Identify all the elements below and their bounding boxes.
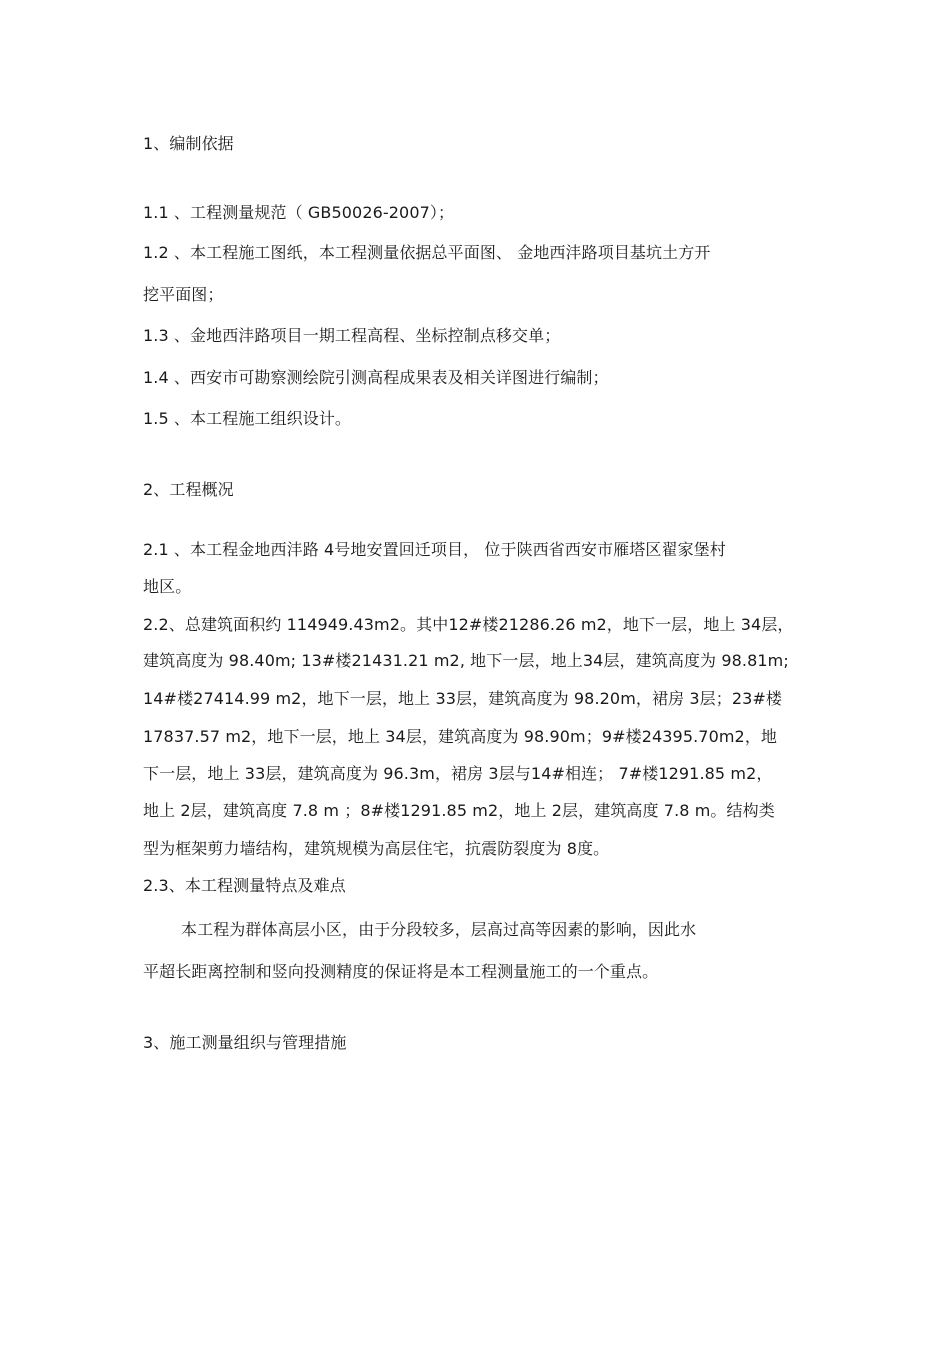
item-1-5: 1.5 、本工程施工组织设计。 (143, 409, 352, 428)
section-3-heading: 3、施工测量组织与管理措施 (143, 1033, 347, 1052)
para-2-2-line-2: 建筑高度为 98.40m; 13#楼21431.21 m2, 地下一层，地上34层，建筑高度为 98.81m; (143, 651, 789, 670)
para-2-1-line-2: 地区。 (143, 577, 192, 596)
item-1-2-cont: 挖平面图； (143, 285, 224, 304)
para-2-2-line-1: 2.2、总建筑面积约 114949.43m2。其中12#楼21286.26 m2，地下一层，地上 34层， (143, 615, 794, 634)
item-1-4: 1.4 、西安市可勘察测绘院引测高程成果表及相关详图进行编制； (143, 368, 609, 387)
item-1-1: 1.1 、工程测量规范（ GB50026-2007）； (143, 203, 455, 222)
section-2-3-heading: 2.3、本工程测量特点及难点 (143, 876, 346, 895)
para-2-3-line-2: 平超长距离控制和竖向投测精度的保证将是本工程测量施工的一个重点。 (143, 962, 659, 981)
section-2-heading: 2、工程概况 (143, 480, 234, 499)
para-2-1-line-1: 2.1 、本工程金地西沣路 4号地安置回迁项目， 位于陕西省西安市雁塔区翟家堡村 (143, 540, 726, 559)
para-2-2-line-4: 17837.57 m2，地下一层，地上 34层，建筑高度为 98.90m；9#楼24395.70m2，地 (143, 727, 778, 746)
para-2-2-line-7: 型为框架剪力墙结构，建筑规模为高层住宅，抗震防裂度为 8度。 (143, 839, 610, 858)
section-1-heading: 1、编制依据 (143, 134, 234, 153)
para-2-2-line-5: 下一层，地上 33层，建筑高度为 96.3m，裙房 3层与14#相连； 7#楼1291.85 m2， (143, 764, 773, 783)
para-2-2-line-6: 地上 2层，建筑高度 7.8 m ；8#楼1291.85 m2，地上 2层，建筑高度 7.8 m。结构类 (143, 801, 775, 820)
para-2-2-line-3: 14#楼27414.99 m2，地下一层，地上 33层，建筑高度为 98.20m，裙房 3层；23#楼 (143, 689, 783, 708)
item-1-2: 1.2 、本工程施工图纸，本工程测量依据总平面图、 金地西沣路项目基坑土方开 (143, 243, 711, 262)
item-1-3: 1.3 、金地西沣路项目一期工程高程、坐标控制点移交单； (143, 326, 561, 345)
para-2-3-line-1: 本工程为群体高层小区，由于分段较多，层高过高等因素的影响，因此水 (181, 920, 697, 939)
